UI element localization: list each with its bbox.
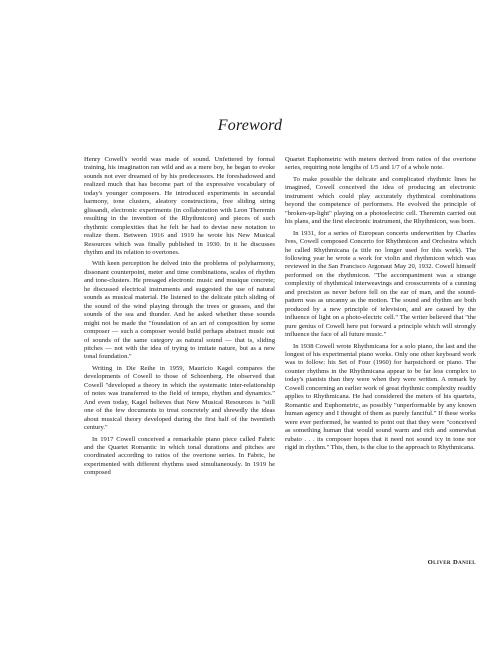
right-column bbox=[285, 156, 476, 455]
paragraph: In 1917 Cowell conceived a remarkable piano piece called Fabric and the Quartet Romantic in which tonal durations and pitches are coordinated according to ratios of the overtone series. In Fabric, he experimented with different rhythms used simultaneously. In 1919 he composed bbox=[84, 435, 275, 477]
paragraph: Writing in Die Reihe in 1959, Mauricio Kagel compares the developments of Cowell to those of Schoenberg. He observed that Cowell "developed a theory in which the systematic inter-relationship of notes was transferred to the field of tempo, rhythm and dynamics." And even today, Kagel believes that New Musical Resources is "still one of the few documents to treat concretely and shrewdly the ideas about musical theory developed during the first half of the twentieth century." bbox=[84, 364, 275, 432]
left-column bbox=[84, 156, 275, 481]
paragraph: To make possible the delicate and complicated rhythmic lines he imagined, Cowell conceived the idea of producing an electronic instrument which could play accurately rhythmical combinations beyond the competence of performers. He evolved the principle of "broken-up-light" playing on a photoelectric cell. Theremin carried out his plans, and the first electronic instrument, the Rhythmicon, was born. bbox=[285, 175, 476, 226]
paragraph: With keen perception he delved into the problems of polyharmony, dissonant counterpoint, meter and time combinations, scales of rhythm and tone-clusters. He presaged electronic music and musique concrete; he discussed electrical instruments and suggested the use of natural sounds as musical material. He listened to the delicate pitch sliding of the sound of the wind playing through the trees or grasses, and the sounds of the sea and thunder. And he asked whether these sounds might not be made the "foundation of an art of composition by some composer — such a composer would build perhaps abstract music out of sounds of the same category as natural sound — that is, sliding pitches — not with the idea of trying to imitate nature, but as a new tonal foundation." bbox=[84, 260, 275, 361]
paragraph: Henry Cowell's world was made of sound. Unfettered by formal training, his imagination ran wild and as a mere boy, he began to evoke sounds not ever dreamed of by his predecessors. He foreshadowed and realized much that has become part of the expressive vocabulary of today's younger composers. He introduced experiments in secundal harmony, tone clusters, aleatory constructions, free sliding string glissandi, electronic experiments (in collaboration with Leon Theremin resulting in the invention of the Rhythmicon) and pieces of such rhythmic complexities that he felt he had to devise new notation to realize them. Between 1916 and 1919 he wrote his New Musical Resources which was finally published in 1930. In it he discusses rhythm and its relation to overtones. bbox=[84, 156, 275, 256]
paragraph: In 1931, for a series of European concerts underwritten by Charles Ives, Cowell composed Concerto for Rhythmicon and Orchestra which he called Rhythmicana (a title no longer used for this work). The following year he wrote a work for violin and rhythmicon which was reviewed in the San Francisco Argonaut May 20, 1932. Cowell himself performed on the rhythmicon. "The accompaniment was a strange complexity of rhythmical interweavings and crosscurrents of a cunning and precision as never before fell on the ear of man, and the sound-pattern was as uncanny as the motion. The sound and rhythm are both produced by a new principle of television, and are caused by the influence of light on a photo-electric cell." The writer believed that "the pure genius of Cowell here put forward a principle which will strongly influence the face of all future music." bbox=[285, 229, 476, 339]
author-signature: Oliver Daniel bbox=[427, 559, 476, 566]
paragraph: Quartet Euphometric with meters derived from ratios of the overtone series, requiring note lengths of 1/5 and 1/7 of a whole note. bbox=[285, 156, 476, 172]
page-title: Foreword bbox=[217, 117, 283, 134]
paragraph: In 1938 Cowell wrote Rhythmicana for a solo piano, the last and the longest of his experimental piano works. Only one other keyboard work was to follow: his Set of Four (1960) for harpsichord or piano. The counter rhythms in the Rhythmicana appear to be far less complex to today's pianists than they were when they were written. A remark by Cowell concerning an earlier work of great rhythmic complexity readily applies to Rhythmicana. He had considered the meters of his quartets, Romantic and Euphometric, as possibly "unperformable by any known human agency and I thought of them as purely fanciful." If these works were ever performed, he wanted to point out that they were "conceived as something human that would sound warm and rich and somewhat rubato . . . its composer hopes that it need not sound icy in tone nor rigid in rhythm." This, then, is the clue to the approach to Rhythmicana. bbox=[285, 342, 476, 451]
